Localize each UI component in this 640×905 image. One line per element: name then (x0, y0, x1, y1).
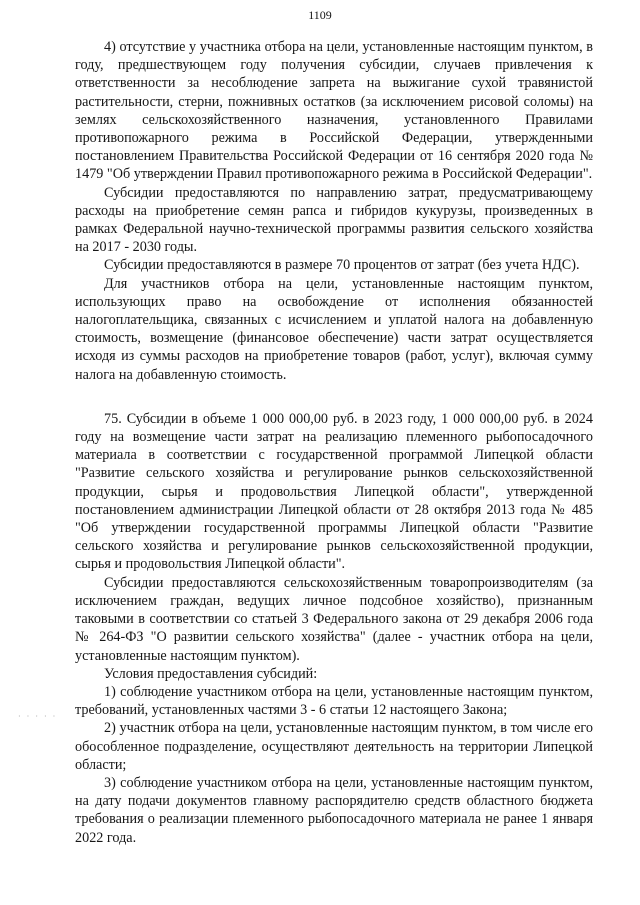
paragraph-conditions-heading: Условия предоставления субсидий: (104, 665, 318, 682)
paragraph-item-4-fire-safety: 4) отсутствие у участника отбора на цели, установленные настоящим пунктом, в году, предшествующем году получения субсидии, случаев привлечения к ответственности за несоблюдение запрета на выжигание сухой травянистой растительности, стерни, пожнивных остатков (за исключением рисовой соломы) на землях сельскохозяйственного назначения, установленного Правилами противопожарного режима в Российской Федерации, утвержденными постановлением Правительства Российской Федерации от 16 сентября 2020 года № 1479 "Об утверждении Правил противопожарного режима в Российской Федерации". (75, 39, 593, 183)
paragraph-condition-2: 2) участник отбора на цели, установленные настоящим пунктом, в том числе его обособленное подразделение, осуществляют деятельность на территории Липецкой области; (75, 720, 593, 773)
paragraph-vat-exemption: Для участников отбора на цели, установленные настоящим пунктом, использующих право на освобождение от исполнения обязанностей налогоплательщика, связанных с исчислением и уплатой налога на добавленную стоимость, возмещение (финансовое обеспечение) части затрат осуществляется исходя из суммы расходов на приобретение товаров (работ, услуг), включая сумму налога на добавленную стоимость. (75, 275, 593, 383)
paragraph-subsidy-rate: Субсидии предоставляются в размере 70 процентов от затрат (без учета НДС). (104, 257, 580, 274)
paragraph-eligible-producers: Субсидии предоставляются сельскохозяйственным товаропроизводителям (за исключением граждан, ведущих личное подсобное хозяйство), признанным таковыми в соответствии со статьей 3 Федерального закона от 29 декабря 2006 года № 264-ФЗ "О развитии сельского хозяйства" (далее - участник отбора на цели, установленные настоящим пунктом). (75, 574, 593, 664)
margin-scan-mark: · · · · · (18, 712, 58, 721)
page-number: 1109 (308, 8, 332, 22)
paragraph-section-75: 75. Субсидии в объеме 1 000 000,00 руб. в 2023 году, 1 000 000,00 руб. в 2024 году на возмещение части затрат на реализацию племенного рыбопосадочного материала в соответствии с государственной программой Липецкой области "Развитие сельского хозяйства и регулирование рынков сельскохозяйственной продукции, сырья и продовольствия Липецкой области", утвержденной постановлением администрации Липецкой области от 28 октября 2013 года № 485 "Об утверждении государственной программы Липецкой области "Развитие сельского хозяйства и регулирование рынков сельскохозяйственной продукции, сырья и продовольствия Липецкой области". (75, 410, 593, 573)
document-body (75, 38, 593, 847)
section-gap (75, 384, 593, 410)
paragraph-condition-1: 1) соблюдение участником отбора на цели, установленные настоящим пунктом, требований, установленных частями 3 - 6 статьи 12 настоящего Закона; (75, 683, 593, 719)
paragraph-condition-3: 3) соблюдение участником отбора на цели, установленные настоящим пунктом, на дату подачи документов главному распорядителю средств областного бюджета требования о реализации племенного рыбопосадочного материала не ранее 1 января 2022 года. (75, 774, 593, 846)
paragraph-cost-direction: Субсидии предоставляются по направлению затрат, предусматривающему расходы на приобретение семян рапса и гибридов кукурузы, произведенных в рамках Федеральной научно-технической программы развития сельского хозяйства на 2017 - 2030 годы. (75, 184, 593, 256)
